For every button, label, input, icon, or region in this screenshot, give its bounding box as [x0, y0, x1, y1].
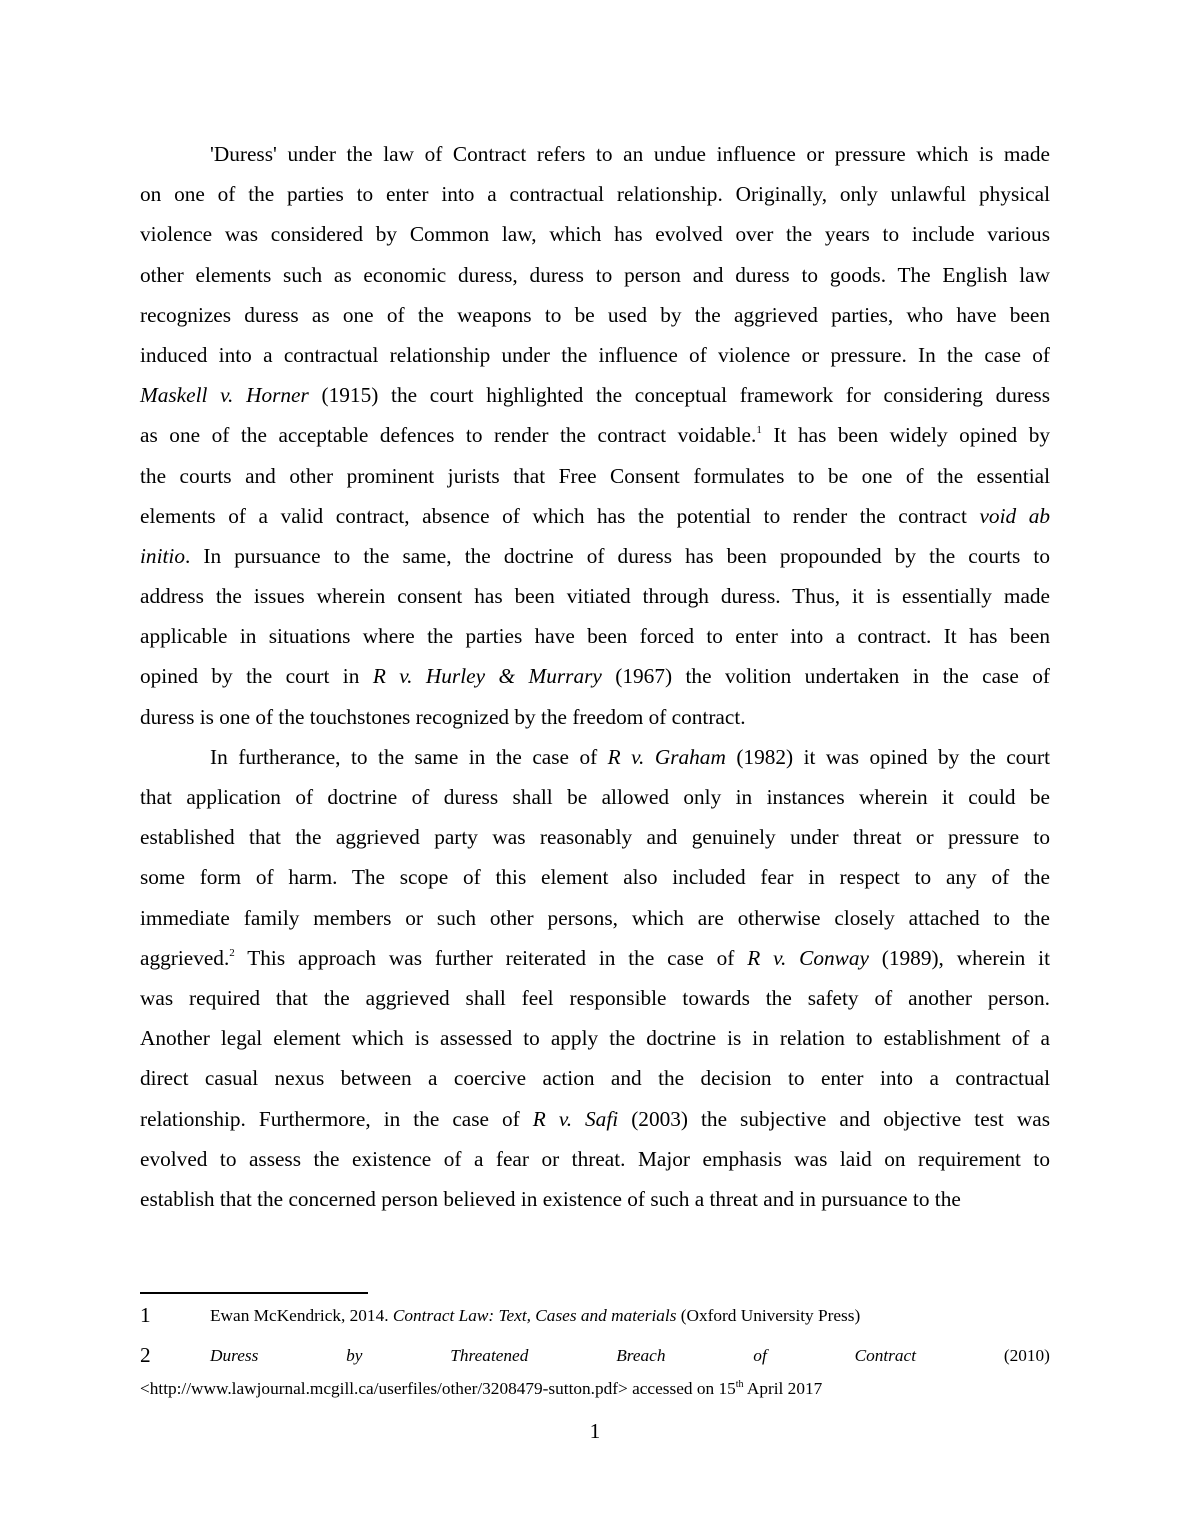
italic-text: R v. Graham	[607, 744, 726, 769]
footnote-2-title-word: of	[753, 1346, 767, 1365]
text-segment: (1967) the volition undertaken in the case of	[601, 664, 1050, 689]
footnote-1-number: 1	[140, 1303, 151, 1327]
footnote-2-title-line	[210, 1344, 1050, 1368]
text-segment: evolved to assess the existence of a fear or threat. Major emphasis was laid on requirement to	[140, 1146, 1050, 1171]
footnote-2-title-word: Duress	[210, 1346, 259, 1365]
text-line	[140, 214, 1050, 254]
text-segment: Another legal element which is assessed to apply the doctrine is in relation to establishment of a	[140, 1026, 1050, 1051]
footnote-1-author: Ewan McKendrick, 2014.	[210, 1306, 393, 1325]
text-segment: opined by the court in	[140, 664, 373, 689]
text-line	[140, 938, 1050, 978]
footnote-1-publisher: (Oxford University Press)	[676, 1306, 861, 1325]
text-line	[140, 134, 1050, 174]
text-segment: other elements such as economic duress, duress to person and duress to goods. The English law	[140, 262, 1050, 287]
text-segment: established that the aggrieved party was reasonably and genuinely under threat or pressure to	[140, 825, 1050, 850]
footnote-2-url-line	[140, 1377, 822, 1401]
text-line	[140, 174, 1050, 214]
text-segment: duress is one of the touchstones recognized by the freedom of contract.	[140, 704, 746, 729]
text-line	[140, 1139, 1050, 1179]
footnote-2-number: 2	[140, 1343, 151, 1367]
text-segment: address the issues wherein consent has been vitiated through duress. Thus, it is essentially made	[140, 584, 1050, 609]
text-segment: the courts and other prominent jurists that Free Consent formulates to be one of the essential	[140, 463, 1050, 488]
text-segment: induced into a contractual relationship under the influence of violence or pressure. In the case of	[140, 342, 1050, 367]
text-segment: It has been widely opined by	[761, 423, 1050, 448]
footnote-2	[140, 1342, 1050, 1370]
footnote-reference[interactable]: 1	[756, 424, 762, 437]
text-line	[140, 375, 1050, 415]
italic-text: void ab	[979, 503, 1050, 528]
footnote-2-url[interactable]: <http://www.lawjournal.mcgill.ca/userfiles/other/3208479-sutton.pdf>	[140, 1379, 628, 1398]
text-segment: aggrieved.	[140, 945, 230, 970]
text-line	[140, 656, 1050, 696]
text-line	[140, 335, 1050, 375]
text-line	[140, 777, 1050, 817]
footnote-2-title-word: by	[346, 1346, 363, 1365]
footnote-2-accessed: accessed on 15	[627, 1379, 736, 1398]
text-line	[140, 255, 1050, 295]
footnote-2-continuation	[140, 1377, 1050, 1403]
text-segment: as one of the acceptable defences to render the contract voidable.	[140, 423, 757, 448]
text-segment: (1915) the court highlighted the conceptual framework for considering duress	[308, 383, 1050, 408]
text-segment: relationship. Furthermore, in the case of	[140, 1106, 533, 1131]
text-segment: . In pursuance to the same, the doctrine of duress has been propounded by the courts to	[184, 543, 1050, 568]
italic-text: R v. Hurley & Murrary	[372, 664, 602, 689]
text-segment: 'Duress' under the law of Contract refers to an undue influence or pressure which is made	[210, 142, 1050, 166]
paragraph-1	[140, 134, 1050, 737]
footnote-2-accessed-ordinal: th	[735, 1379, 744, 1390]
text-line	[140, 1018, 1050, 1058]
text-line	[140, 1058, 1050, 1098]
footnote-2-year: (2010)	[1003, 1346, 1050, 1365]
page-number: 1	[589, 1419, 601, 1443]
text-line	[140, 496, 1050, 536]
text-segment: on one of the parties to enter into a contractual relationship. Originally, only unlawful physical	[140, 182, 1050, 207]
text-line	[140, 817, 1050, 857]
text-line	[140, 295, 1050, 335]
footnote-reference[interactable]: 2	[229, 946, 235, 959]
text-segment: that application of doctrine of duress shall be allowed only in instances wherein it could be	[140, 785, 1050, 809]
text-segment: In furtherance, to the same in the case of	[210, 744, 608, 769]
text-line	[140, 898, 1050, 938]
text-line	[140, 697, 1050, 737]
italic-text: Maskell v. Horner	[140, 383, 309, 408]
text-segment: immediate family members or such other persons, which are otherwise closely attached to the	[140, 905, 1050, 930]
text-line	[140, 536, 1050, 576]
text-line	[140, 1179, 1050, 1219]
text-segment: This approach was further reiterated in the case of	[234, 945, 748, 970]
text-segment: was required that the aggrieved shall feel responsible towards the safety of another person.	[140, 985, 1050, 1010]
text-segment: some form of harm. The scope of this element also included fear in respect to any of the	[140, 865, 1050, 890]
footnote-2-title-word: Contract	[854, 1346, 917, 1365]
footnote-2-title-word: Breach	[616, 1346, 666, 1365]
footnote-separator	[140, 1292, 368, 1294]
text-line	[140, 737, 1050, 777]
text-line	[140, 978, 1050, 1018]
text-segment: establish that the concerned person believed in existence of such a threat and in pursuance to the	[140, 1186, 961, 1211]
italic-text: R v. Safi	[532, 1106, 619, 1131]
text-line	[140, 616, 1050, 656]
text-segment: (2003) the subjective and objective test was	[618, 1106, 1050, 1131]
text-line	[140, 576, 1050, 616]
text-line	[140, 1099, 1050, 1139]
text-segment: violence was considered by Common law, which has evolved over the years to include various	[140, 222, 1050, 247]
italic-text: R v. Conway	[747, 945, 869, 970]
footnote-2-accessed-date: April 2017	[743, 1379, 823, 1398]
paragraph-2	[140, 737, 1050, 1219]
italic-text: initio	[140, 543, 185, 568]
footnote-1-title: Contract Law: Text, Cases and materials	[392, 1306, 677, 1325]
body-text	[140, 134, 1050, 1219]
footnote-2-title-word: Threatened	[450, 1346, 529, 1365]
text-segment: (1989), wherein it	[868, 945, 1051, 970]
text-segment: applicable in situations where the parties have been forced to enter into a contract. It has been	[140, 624, 1050, 649]
text-segment: (1982) it was opined by the court	[725, 744, 1050, 769]
text-segment: elements of a valid contract, absence of which has the potential to render the contract	[140, 503, 980, 528]
text-segment: direct casual nexus between a coercive action and the decision to enter into a contractual	[140, 1066, 1050, 1091]
text-line	[140, 857, 1050, 897]
footnote-1	[140, 1302, 1050, 1330]
text-line	[140, 415, 1050, 455]
text-segment: recognizes duress as one of the weapons to be used by the aggrieved parties, who have been	[140, 302, 1050, 327]
footnote-1-text	[210, 1304, 860, 1328]
text-line	[140, 456, 1050, 496]
